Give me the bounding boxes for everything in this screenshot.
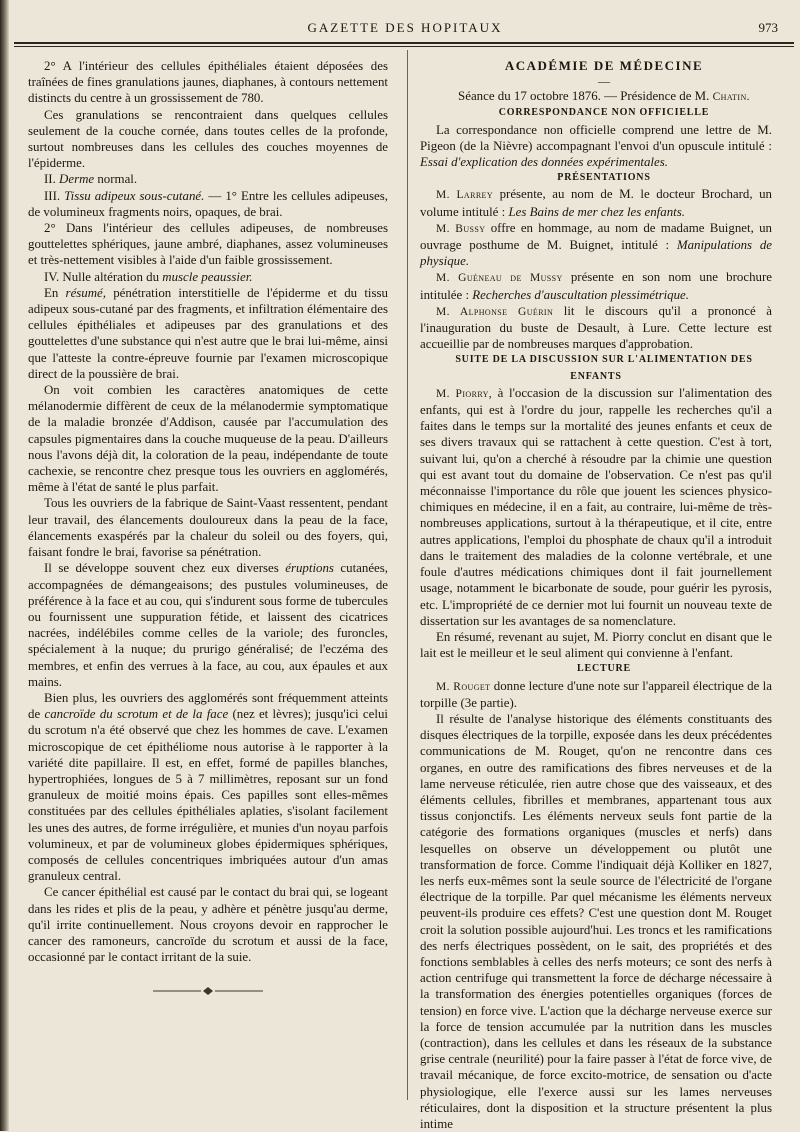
- header-rule-thin: [14, 46, 794, 47]
- heading-lecture: LECTURE: [577, 663, 631, 675]
- paragraph: M. Larrey présente, au nom de M. le docteur Brochard, un volume intitulé : Les Bains de mer chez les enfants.: [420, 187, 772, 219]
- paragraph: M. Rouget donne lecture d'une note sur l'appareil électrique de la torpille (3e partie).: [420, 678, 772, 710]
- paragraph: En résumé, revenant au sujet, M. Piorry conclut en disant que le lait est le meilleur et le seul aliment qui convienne à l'enfant.: [420, 629, 772, 661]
- paragraph: Ce cancer épithélial est causé par le contact du brai qui, se logeant dans les rides et plis de la peau, y adhère et pénètre jusqu'au derme, qu'il irrite continuellement. Nous croyons devoir en rapprocher le cancer des ramoneurs, cancroïde du scrotum et aussi de la face, occasionné par le contact irritant de la suie.: [28, 885, 388, 965]
- journal-title: GAZETTE DES HOPITAUX: [307, 20, 503, 35]
- paragraph: Il résulte de l'analyse historique des éléments constituants des disques électriques de la torpille, exposée dans les deux précédentes communications de M. Rouget, qu'on ne rencontre dans ces organes, en outre des ramifications des fibres nerveuses et de la lame nerveuse réticulée, rien autre chose que des vaisseaux, et des éléments cellules, fibrilles et membranes, appartenant tous aux tissus conjonctifs. Les éléments nerveux seuls font partie de la catégorie des formations organiques (muscles et nerfs) dans lesquelles on observe un développement ou plutôt une transformation de force. Comme l'indiquait déjà Kolliker en 1827, les nerfs eux-mêmes sont la seule source de l'électricité de l'organe électrique de la torpille. Par quel mécanisme les éléments nerveux peuvent-ils produire ces effets? C'est une question dont M. Rouget croit la solution possible aujourd'hui. Les troncs et les ramifications des nerfs électriques possèdent, on le sait, des propriétés et des fonctions semblables à celles des nerfs moteurs; ce sont des nerfs à action centrifuge qui transmettent la force de décharge nécessaire à la transformation des énergies potentielles organiques (forces de tension) en force vive. L'action que la décharge nerveuse exerce sur la force de tension accumulée par la nutrition dans les muscles (contraction), dans les cellules et dans les réseaux de la substance grise centrale (neurilité) pour la faire passer à l'état de force vive, de travail mécanique, de force excito-motrice, de sensation ou d'acte physiologique, elle l'exerce aussi sur les lames nerveuses réticulaires, dont la disposition et la structure présentent la plus intime: [420, 711, 772, 1131]
- paragraph: M. Alphonse Guérin lit le discours qu'il a prononcé à l'inauguration du buste de Desault, à Lure. Cette lecture est accueillie par de nombreuses marques d'approbation.: [420, 303, 772, 352]
- short-dash: —: [598, 74, 610, 89]
- ornament-rule-icon: [153, 987, 263, 995]
- binding-edge: [0, 0, 9, 1131]
- paragraph: 2° A l'intérieur des cellules épithéliales étaient déposées des traînées de fines granulations jaunes, diaphanes, à contours nettement distincts du centre à un grossissement de 780.: [28, 59, 388, 106]
- paragraph: M. Bussy offre en hommage, au nom de madame Buignet, un ouvrage posthume de M. Buignet, intitulé : Manipulations de physique.: [420, 220, 772, 269]
- heading-correspondance: CORRESPONDANCE NON OFFICIELLE: [498, 107, 710, 119]
- heading-presentations: PRÉSENTATIONS: [557, 172, 651, 184]
- paragraph: Il se développe souvent chez eux diverses éruptions cutanées, accompagnées de démangeaisons; des pustules volumineuses, de préférence à la face et au cou, qui s'indurent sous forme de tubercules ou fournissent une suppuration fétide, et laissent des cicatrices nacrées, indélébiles comme celles de la variole; des furoncles, spécialement à la nuque; du prurigo généralisé; de l'eczéma des membres, et enfin des verrues à la face, au cou, aux épaules et aux mains.: [28, 561, 389, 689]
- paragraph: Bien plus, les ouvriers des agglomérés sont fréquemment atteints de cancroïde du scrotum et de la face (nez et lèvres); jusqu'ici celui du scrotum n'a été observé que chez les hommes de cave. L'examen microscopique de cet épithéliome nous autorise à le rapporter à la variété dite papillaire. Il est, en effet, formé de papilles blanches, hypertrophiées, longues de 5 à 7 millimètres, reposant sur un fond granuleux de moitié moins épais. Ces papilles sont elles-mêmes constituées par des cellules épithéliales aplaties, s'isolant facilement les unes des autres, de forme irrégulière, et munies d'un noyau parfois volumineux, et par de volumineux globes épidermiques sphériques, composés de cellules concentriques imbriquées autour d'un amas granuleux central.: [28, 690, 388, 884]
- paragraph: La correspondance non officielle comprend une lettre de M. Pigeon (de la Nièvre) accompagnant l'envoi d'un opuscule intitulé : Essai d'explication des données expérimentales.: [420, 122, 772, 170]
- seance-line: Séance du 17 octobre 1876. — Présidence de M. Chatin.: [458, 89, 750, 104]
- paragraph: III. Tissu adipeux sous-cutané. — 1° Entre les cellules adipeuses, de volumineux fragments noirs, opaques, de brai.: [28, 188, 389, 219]
- paragraph: M. Piorry, à l'occasion de la discussion sur l'alimentation des enfants, qui est à l'ordre du jour, rappelle les recherches qu'il a faites dans le temps sur la mortalité des jeunes enfants et ceux de ses divers travaux qui se rattachent à cette question. C'est à tort, suivant lui, qu'on a cherché à résoudre par la chimie une question qui est avant tout du domaine de l'observation. Ce n'est pas qu'il méconnaisse l'importance du rôle que jouent les sciences physico-chimiques en médecine, il en a fait, au contraire, lui-même de très-nombreuses applications, surtout à la thérapeutique, et il cite, entre autres applications, l'emploi du phosphate de chaux qu'il a introduit dans le traitement des maladies de la colonne vertébrale, et une foule d'autres médications chimiques dont il fait journellement usage, notamment le bicarbonate de soude, pour guérir les pyrosis, etc. L'impropriété de ce dernier mot lui fournit un nouveau texte de dissertation sur les avantages de sa nomenclature.: [420, 385, 772, 628]
- page-number: 973: [758, 20, 778, 35]
- heading-suite-discussion: SUITE DE LA DISCUSSION SUR L'ALIMENTATION DES ENFANTS: [455, 354, 753, 382]
- paragraph: En résumé, pénétration interstitielle de l'épiderme et du tissu adipeux sous-cutané par des fragments, et infiltration élémentaire des cellules épithéliales et adipeuses par des granulations et des gouttelettes d'une substance qui n'est autre que le brai lui-même, ainsi que l'atteste la contre-épreuve fournie par l'examen microscopique direct de la poussière de brai.: [28, 285, 388, 381]
- right-column: [420, 58, 772, 1132]
- paragraph: Ces granulations se rencontraient dans quelques cellules seulement de la couche cornée, dans toutes celles de la profonde, surtout nombreuses dans les cellules des couches moyennes de l'épiderme.: [28, 107, 388, 171]
- end-ornament: [28, 983, 388, 999]
- section-heading-academie: ACADÉMIE DE MÉDECINE: [504, 58, 704, 73]
- paragraph: Tous les ouvriers de la fabrique de Saint-Vaast ressentent, pendant leur travail, des élancements douloureux dans la peau de la face, élancements exaspérés par la chaleur du soleil ou des foyers, qui, faisant fondre le brai, favorise sa pénétration.: [28, 496, 388, 560]
- paragraph: M. Guéneau de Mussy présente en son nom une brochure intitulée : Recherches d'auscultation plessimétrique.: [420, 270, 772, 302]
- header-rule-thick: [14, 42, 794, 44]
- paragraph: II. Derme normal.: [44, 172, 138, 187]
- paragraph: On voit combien les caractères anatomiques de cette mélanodermie diffèrent de ceux de la mélanodermie symptomatique de la maladie bronzée d'Addison, causée par l'accumulation des capsules pigmentaires dans la couche muqueuse de la peau. D'ailleurs nous l'avons déjà dit, la coloration de la peau, indépendante de toute cachexie, se rencontre chez presque tous les ouvriers en agglomérés, même à l'état de santé le plus parfait.: [28, 383, 388, 495]
- left-column: [28, 58, 388, 1000]
- paragraph: 2° Dans l'intérieur des cellules adipeuses, de nombreuses gouttelettes sphériques, jaune ambré, diaphanes, assez volumineuses et très-nettement visibles à l'aide d'un faible grossissement.: [28, 221, 388, 268]
- page-header: [18, 16, 792, 42]
- column-divider: [407, 50, 408, 1100]
- paragraph: IV. Nulle altération du muscle peaussier.: [44, 269, 253, 284]
